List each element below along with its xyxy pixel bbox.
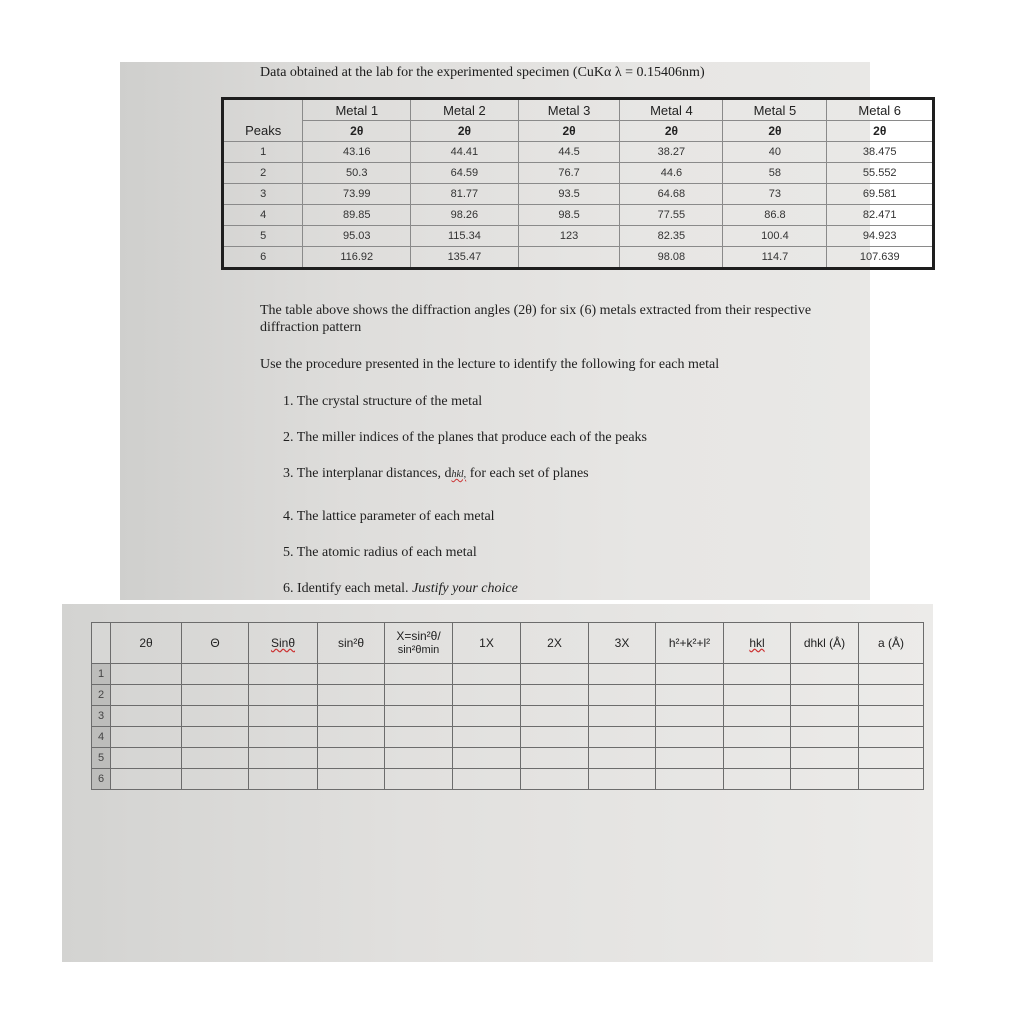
input-cell[interactable] — [791, 706, 859, 727]
input-cell[interactable] — [318, 748, 385, 769]
sin-label: Sinθ — [270, 636, 296, 650]
input-cell[interactable] — [182, 748, 249, 769]
input-cell[interactable] — [385, 706, 453, 727]
three-x-header: 3X — [589, 623, 656, 664]
angle-cell: 40 — [723, 142, 827, 163]
worksheet-row — [92, 727, 924, 748]
input-cell[interactable] — [859, 664, 924, 685]
input-cell[interactable] — [182, 727, 249, 748]
angle-cell: 82.471 — [827, 205, 934, 226]
task-5: 5. The atomic radius of each metal — [283, 545, 477, 560]
task-3 — [283, 466, 589, 482]
lattice-parameter-header: a (Å) — [859, 623, 924, 664]
ratio-numerator: X=sin²θ/ — [396, 629, 441, 643]
angle-cell: 94.923 — [827, 226, 934, 247]
calculation-worksheet — [91, 622, 924, 790]
row-number: 6 — [92, 769, 111, 790]
input-cell[interactable] — [318, 706, 385, 727]
input-cell[interactable] — [791, 769, 859, 790]
task-4: 4. The lattice parameter of each metal — [283, 509, 495, 524]
hkl-label: hkl — [749, 636, 765, 650]
input-cell[interactable] — [859, 748, 924, 769]
metal-4-header: Metal 4 — [620, 99, 723, 121]
angle-cell: 93.5 — [518, 184, 620, 205]
table-row — [223, 184, 934, 205]
angle-cell: 116.92 — [303, 247, 411, 269]
input-cell[interactable] — [182, 769, 249, 790]
angle-cell: 38.475 — [827, 142, 934, 163]
angle-cell: 81.77 — [411, 184, 519, 205]
peak-number: 2 — [223, 163, 303, 184]
input-cell[interactable] — [724, 727, 791, 748]
input-cell[interactable] — [589, 706, 656, 727]
input-cell[interactable] — [453, 748, 521, 769]
angle-cell: 73 — [723, 184, 827, 205]
input-cell[interactable] — [521, 664, 589, 685]
input-cell[interactable] — [859, 685, 924, 706]
angle-cell: 98.26 — [411, 205, 519, 226]
one-x-header: 1X — [453, 623, 521, 664]
input-cell[interactable] — [521, 769, 589, 790]
input-cell[interactable] — [589, 685, 656, 706]
row-number: 1 — [92, 664, 111, 685]
angle-subheader: 2θ — [303, 121, 411, 142]
angle-cell: 107.639 — [827, 247, 934, 269]
two-x-header: 2X — [521, 623, 589, 664]
angle-cell: 135.47 — [411, 247, 519, 269]
task-6-justify: Justify your choice — [412, 581, 518, 596]
peak-number: 5 — [223, 226, 303, 247]
theta-header: Θ — [182, 623, 249, 664]
input-cell[interactable] — [318, 727, 385, 748]
row-number: 5 — [92, 748, 111, 769]
angle-cell: 82.35 — [620, 226, 723, 247]
input-cell[interactable] — [453, 769, 521, 790]
input-cell[interactable] — [385, 748, 453, 769]
metal-2-header: Metal 2 — [411, 99, 519, 121]
input-cell[interactable] — [521, 706, 589, 727]
ratio-denominator: sin²θmin — [397, 644, 440, 656]
input-cell[interactable] — [724, 664, 791, 685]
hkl-subscript: hkl, — [451, 469, 467, 480]
table-row — [223, 142, 934, 163]
input-cell[interactable] — [656, 664, 724, 685]
input-cell[interactable] — [111, 748, 182, 769]
row-number: 4 — [92, 727, 111, 748]
worksheet-sheet — [62, 604, 933, 962]
input-cell[interactable] — [724, 685, 791, 706]
angle-cell — [518, 247, 620, 269]
angle-subheader: 2θ — [518, 121, 620, 142]
input-cell[interactable] — [385, 685, 453, 706]
table-row — [223, 247, 934, 269]
peaks-header: Peaks — [223, 99, 303, 142]
angle-cell: 86.8 — [723, 205, 827, 226]
task-1: 1. The crystal structure of the metal — [283, 394, 483, 409]
input-cell[interactable] — [656, 769, 724, 790]
table-row — [223, 205, 934, 226]
input-cell[interactable] — [182, 664, 249, 685]
table-row — [223, 226, 934, 247]
input-cell[interactable] — [249, 706, 318, 727]
input-cell[interactable] — [859, 769, 924, 790]
input-cell[interactable] — [111, 727, 182, 748]
angle-cell: 98.5 — [518, 205, 620, 226]
input-cell[interactable] — [182, 685, 249, 706]
input-cell[interactable] — [724, 706, 791, 727]
angle-cell: 44.41 — [411, 142, 519, 163]
procedure-instruction: Use the procedure presented in the lecture to identify the following for each metal — [260, 357, 720, 372]
task-3-text-end: for each set of planes — [466, 466, 589, 481]
input-cell[interactable] — [791, 727, 859, 748]
angle-cell: 44.6 — [620, 163, 723, 184]
input-cell[interactable] — [385, 727, 453, 748]
input-cell[interactable] — [453, 706, 521, 727]
input-cell[interactable] — [656, 706, 724, 727]
input-cell[interactable] — [318, 664, 385, 685]
sin-squared-header: sin²θ — [318, 623, 385, 664]
angle-subheader: 2θ — [411, 121, 519, 142]
corner-cell — [92, 623, 111, 664]
input-cell[interactable] — [724, 769, 791, 790]
angle-cell: 76.7 — [518, 163, 620, 184]
peak-number: 3 — [223, 184, 303, 205]
input-cell[interactable] — [249, 769, 318, 790]
angle-cell: 73.99 — [303, 184, 411, 205]
input-cell[interactable] — [521, 727, 589, 748]
input-cell[interactable] — [521, 685, 589, 706]
angle-subheader: 2θ — [620, 121, 723, 142]
input-cell[interactable] — [249, 685, 318, 706]
angle-cell: 64.68 — [620, 184, 723, 205]
angle-subheader: 2θ — [723, 121, 827, 142]
sin-header — [249, 623, 318, 664]
task-2: 2. The miller indices of the planes that produce each of the peaks — [283, 430, 647, 445]
worksheet-row — [92, 706, 924, 727]
document-title: Data obtained at the lab for the experimented specimen (CuKα λ = 0.15406nm) — [260, 65, 705, 80]
metal-6-header: Metal 6 — [827, 99, 934, 121]
table-row — [223, 163, 934, 184]
metal-1-header: Metal 1 — [303, 99, 411, 121]
input-cell[interactable] — [589, 769, 656, 790]
input-cell[interactable] — [791, 748, 859, 769]
angle-cell: 64.59 — [411, 163, 519, 184]
input-cell[interactable] — [318, 769, 385, 790]
ratio-header — [385, 623, 453, 664]
input-cell[interactable] — [111, 769, 182, 790]
input-cell[interactable] — [791, 685, 859, 706]
assignment-sheet — [120, 62, 902, 600]
task-6-text: 6. Identify each metal. — [283, 581, 413, 596]
two-theta-header: 2θ — [111, 623, 182, 664]
row-number: 2 — [92, 685, 111, 706]
angle-cell: 114.7 — [723, 247, 827, 269]
input-cell[interactable] — [249, 748, 318, 769]
input-cell[interactable] — [656, 748, 724, 769]
angle-cell: 89.85 — [303, 205, 411, 226]
input-cell[interactable] — [656, 685, 724, 706]
angle-cell: 55.552 — [827, 163, 934, 184]
input-cell[interactable] — [521, 748, 589, 769]
peak-number: 4 — [223, 205, 303, 226]
angle-cell: 43.16 — [303, 142, 411, 163]
diffraction-angle-table — [221, 97, 935, 270]
input-cell[interactable] — [724, 748, 791, 769]
angle-cell: 123 — [518, 226, 620, 247]
input-cell[interactable] — [791, 664, 859, 685]
input-cell[interactable] — [111, 664, 182, 685]
input-cell[interactable] — [453, 664, 521, 685]
peak-number: 6 — [223, 247, 303, 269]
worksheet-row — [92, 769, 924, 790]
row-number: 3 — [92, 706, 111, 727]
input-cell[interactable] — [249, 727, 318, 748]
angle-cell: 44.5 — [518, 142, 620, 163]
worksheet-row — [92, 748, 924, 769]
input-cell[interactable] — [111, 706, 182, 727]
input-cell[interactable] — [385, 769, 453, 790]
input-cell[interactable] — [249, 664, 318, 685]
input-cell[interactable] — [859, 706, 924, 727]
angle-cell: 115.34 — [411, 226, 519, 247]
input-cell[interactable] — [589, 748, 656, 769]
input-cell[interactable] — [318, 685, 385, 706]
angle-subheader: 2θ — [827, 121, 934, 142]
input-cell[interactable] — [385, 664, 453, 685]
angle-cell: 58 — [723, 163, 827, 184]
peak-number: 1 — [223, 142, 303, 163]
angle-cell: 100.4 — [723, 226, 827, 247]
task-3-text: 3. The interplanar distances, d — [283, 466, 452, 481]
input-cell[interactable] — [182, 706, 249, 727]
input-cell[interactable] — [589, 664, 656, 685]
metal-3-header: Metal 3 — [518, 99, 620, 121]
input-cell[interactable] — [111, 685, 182, 706]
angle-cell: 69.581 — [827, 184, 934, 205]
hkl-header — [724, 623, 791, 664]
hkl-sum-header: h²+k²+l² — [656, 623, 724, 664]
worksheet-row — [92, 685, 924, 706]
angle-cell: 98.08 — [620, 247, 723, 269]
input-cell[interactable] — [589, 727, 656, 748]
angle-cell: 38.27 — [620, 142, 723, 163]
input-cell[interactable] — [453, 727, 521, 748]
input-cell[interactable] — [859, 727, 924, 748]
worksheet-row — [92, 664, 924, 685]
angle-cell: 77.55 — [620, 205, 723, 226]
task-6 — [283, 581, 518, 597]
metal-5-header: Metal 5 — [723, 99, 827, 121]
angle-cell: 50.3 — [303, 163, 411, 184]
angle-cell: 95.03 — [303, 226, 411, 247]
input-cell[interactable] — [656, 727, 724, 748]
input-cell[interactable] — [453, 685, 521, 706]
description-paragraph: The table above shows the diffraction angles (2θ) for six (6) metals extracted from their respective diffraction pattern — [260, 303, 812, 335]
d-spacing-header: dhkl (Å) — [791, 623, 859, 664]
